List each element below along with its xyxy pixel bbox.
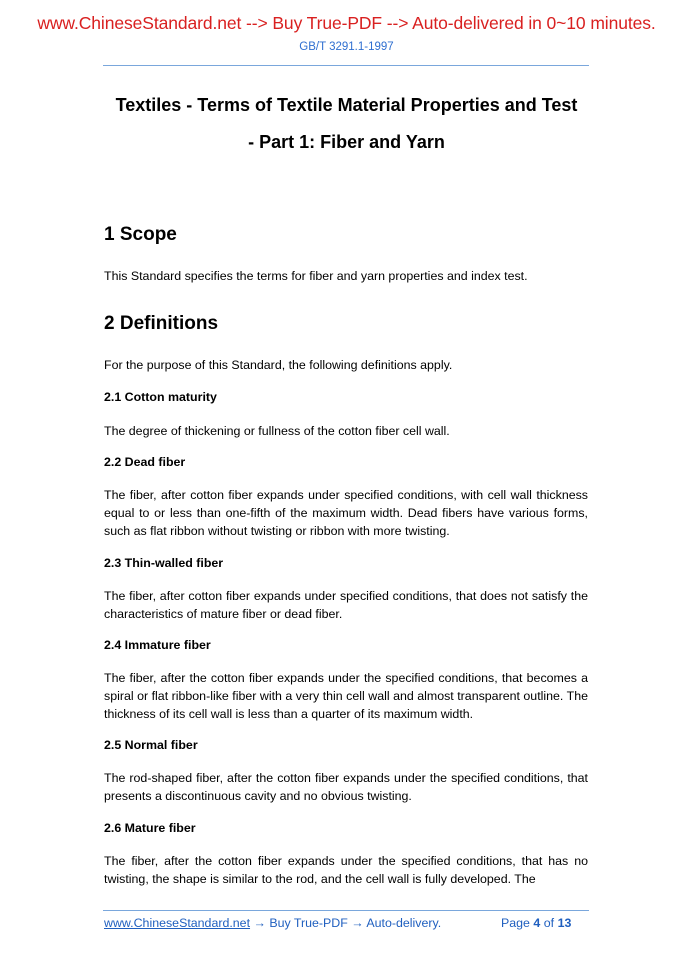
page-label: Page xyxy=(501,916,530,930)
definition-heading-2-2: 2.2 Dead fiber xyxy=(104,455,186,469)
definition-heading-2-5: 2.5 Normal fiber xyxy=(104,738,198,752)
footer-site-link[interactable]: www.ChineseStandard.net xyxy=(104,916,251,930)
standard-code: GB/T 3291.1-1997 xyxy=(299,41,394,53)
scope-text: This Standard specifies the terms for fiber and yarn properties and index test. xyxy=(104,269,528,283)
page-current: 4 xyxy=(533,916,541,930)
document-title-line-2: - Part 1: Fiber and Yarn xyxy=(248,132,445,152)
page-of: of xyxy=(543,916,555,930)
definitions-heading: 2 Definitions xyxy=(104,313,219,334)
footer-arrow-1: → xyxy=(250,916,270,930)
footer-delivery-text: Auto-delivery. xyxy=(366,916,442,930)
definition-text-2-1: The degree of thickening or fullness of the cotton fiber cell wall. xyxy=(104,424,450,438)
footer-buy-text[interactable]: Buy True-PDF xyxy=(269,916,348,930)
document-title-line-1: Textiles - Terms of Textile Material Properties and Test xyxy=(115,95,578,115)
definition-text-2-4: The fiber, after the cotton fiber expands under the specified conditions, that becomes a spiral or flat ribbon-like fiber with a very thin cell wall and almost transparent outline. The thickness of its cell wall is less than a quarter of its maximum width. xyxy=(104,671,588,721)
scope-heading: 1 Scope xyxy=(104,224,177,245)
definition-heading-2-3: 2.3 Thin-walled fiber xyxy=(104,556,224,570)
page-indicator xyxy=(501,916,571,930)
footer-arrow-2: → xyxy=(347,916,367,930)
page-total: 13 xyxy=(557,916,572,930)
definition-heading-2-6: 2.6 Mature fiber xyxy=(104,821,196,835)
definition-text-2-6: The fiber, after the cotton fiber expands under the specified conditions, that has no twisting, the shape is similar to the rod, and the cell wall is fully developed. The xyxy=(104,854,588,886)
definition-heading-2-4: 2.4 Immature fiber xyxy=(104,638,211,652)
definition-text-2-5: The rod-shaped fiber, after the cotton fiber expands under the specified conditions, that presents a discontinuous cavity and no obvious twisting. xyxy=(104,771,588,803)
promo-banner[interactable]: www.ChineseStandard.net --> Buy True-PDF --> Auto-delivered in 0~10 minutes. xyxy=(37,13,656,33)
definition-heading-2-1: 2.1 Cotton maturity xyxy=(104,390,217,404)
definitions-intro: For the purpose of this Standard, the following definitions apply. xyxy=(104,358,453,372)
footer-divider xyxy=(103,910,589,911)
definition-text-2-3: The fiber, after cotton fiber expands under specified conditions, that does not satisfy the characteristics of mature fiber or dead fiber. xyxy=(104,589,588,621)
header-divider xyxy=(103,65,589,66)
definition-text-2-2: The fiber, after cotton fiber expands under specified conditions, with cell wall thickness equal to or less than one-fifth of the maximum width. Dead fibers have various forms, such as flat ribbon without twisting or ribbon with more twisting. xyxy=(104,488,588,538)
footer-links xyxy=(104,916,441,930)
